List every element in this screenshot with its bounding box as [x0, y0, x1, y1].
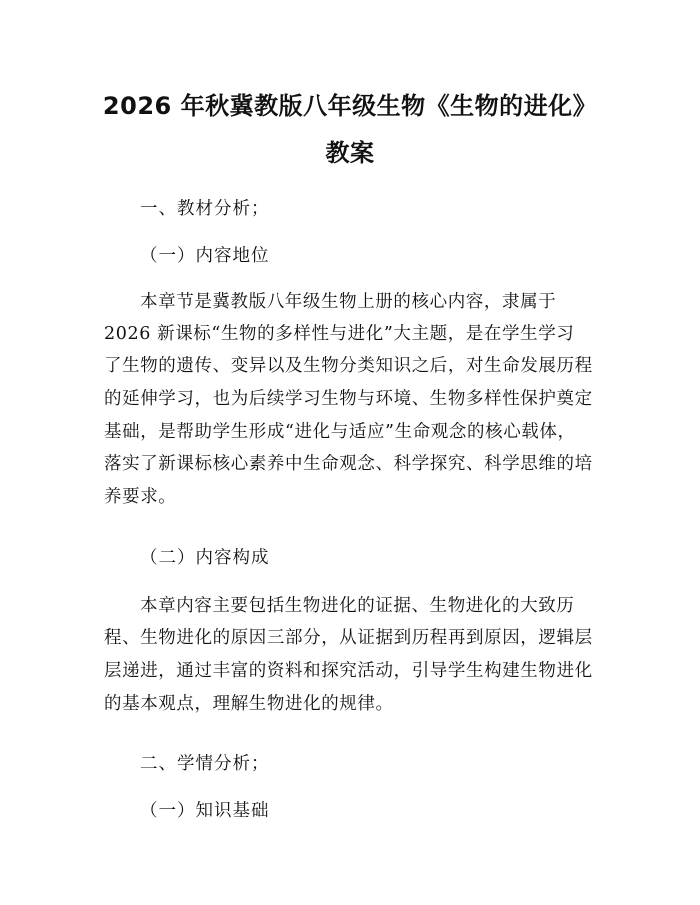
paragraph-line: 了生物的遗传、变异以及生物分类知识之后，对生命发展历程 [104, 356, 593, 376]
paragraph-line: 落实了新课标核心素养中生命观念、科学探究、科学思维的培 [104, 454, 593, 474]
document-title-line-1: 2026 年秋冀教版八年级生物《生物的进化》 [102, 92, 598, 120]
subsection-heading-knowledge-basis: （一）知识基础 [140, 801, 270, 821]
subsection-heading-content-position: （一）内容地位 [140, 246, 270, 266]
paragraph-line: 本章节是冀教版八年级生物上册的核心内容，隶属于 [140, 292, 557, 312]
section-heading-student-analysis: 二、学情分析； [140, 754, 270, 774]
paragraph-line: 的基本观点，理解生物进化的规律。 [104, 694, 394, 714]
paragraph-line: 层递进，通过丰富的资料和探究活动，引导学生构建生物进化 [104, 661, 593, 681]
paragraph-line: 本章内容主要包括生物进化的证据、生物进化的大致历 [140, 596, 575, 616]
paragraph-line: 养要求。 [104, 487, 177, 507]
subsection-heading-content-composition: （二）内容构成 [140, 548, 270, 568]
section-heading-textbook-analysis: 一、教材分析； [140, 199, 270, 219]
document-title-line-2: 教案 [325, 139, 375, 167]
paragraph-line: 的延伸学习，也为后续学习生物与环境、生物多样性保护奠定 [104, 389, 593, 409]
paragraph-line: 2026 新课标“生物的多样性与进化”大主题，是在学生学习 [104, 324, 575, 344]
paragraph-line: 程、生物进化的原因三部分，从证据到历程再到原因，逻辑层 [104, 628, 593, 648]
paragraph-line: 基础，是帮助学生形成“进化与适应”生命观念的核心载体， [104, 422, 576, 442]
